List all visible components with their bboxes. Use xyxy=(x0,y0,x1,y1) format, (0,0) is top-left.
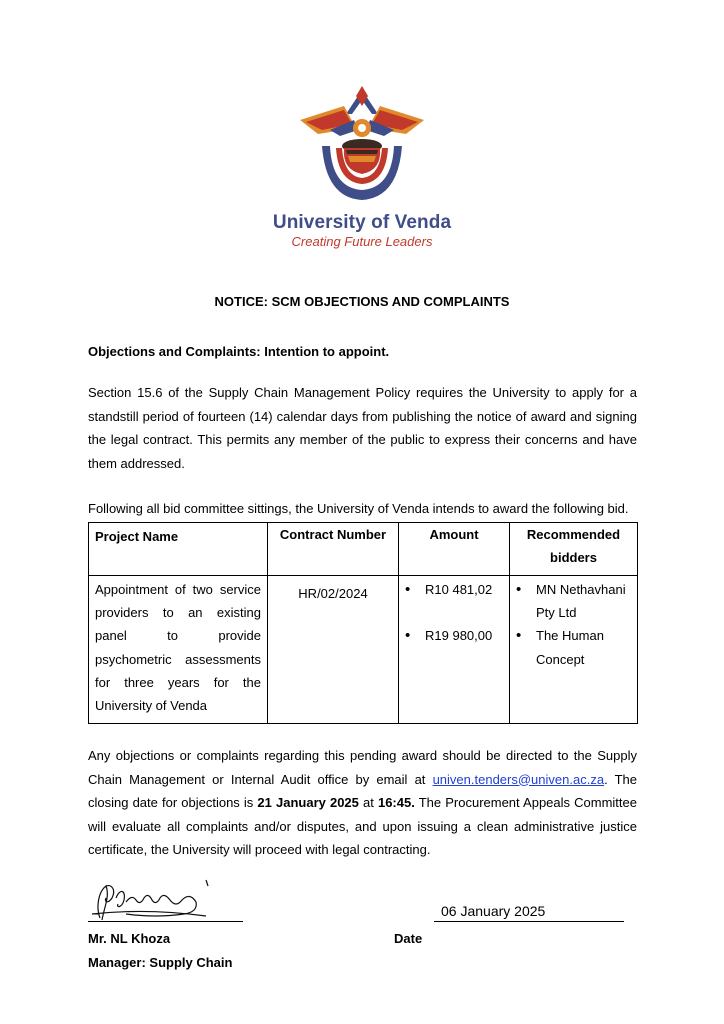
header-amount: Amount xyxy=(399,523,510,576)
header-contract-number: Contract Number xyxy=(268,523,399,576)
notice-title: NOTICE: SCM OBJECTIONS AND COMPLAINTS xyxy=(214,294,510,309)
signatory-role: Manager: Supply Chain xyxy=(88,955,233,970)
project-name-cell: Appointment of two service providers to an existing panel to provide psychometric assessments for three years for the University of Venda xyxy=(89,576,268,724)
date-label: Date xyxy=(394,931,423,946)
university-tagline: Creating Future Leaders xyxy=(291,234,433,249)
objections-paragraph xyxy=(88,744,637,862)
closing-date: 21 January 2025 xyxy=(257,795,359,810)
policy-paragraph: Section 15.6 of the Supply Chain Management Policy requires the University to apply for a standstill period of fourteen (14) calendar days from publishing the notice of award and signing the legal contract. This permits any member of the public to express their concerns and have them addressed. xyxy=(88,385,637,471)
table-header-row xyxy=(89,523,638,576)
closing-text: . The closing date for objections is xyxy=(88,771,637,810)
closing-text: The Procurement Appeals Committee will evaluate all complaints and/or disputes, and upon issuing a clean administrative justice certificate, the University will proceed with legal contracting. xyxy=(88,795,637,857)
bidders-cell xyxy=(510,576,638,724)
award-intent-paragraph: Following all bid committee sittings, the University of Venda intends to award the following bid. xyxy=(88,501,629,516)
bid-table xyxy=(88,522,638,724)
contract-number: HR/02/2024 xyxy=(298,586,368,601)
closing-text: Any objections or complaints regarding this pending award should be directed to the Supply Chain Management or Internal Audit office by email at xyxy=(88,748,637,787)
amount-item: • R19 980,00 xyxy=(405,624,503,647)
closing-time: 16:45. xyxy=(377,795,415,810)
table-row xyxy=(89,576,638,724)
university-name: University of Venda xyxy=(272,212,452,233)
contract-number-cell xyxy=(268,576,399,724)
signature-line xyxy=(88,921,243,922)
signature-date: 06 January 2025 xyxy=(441,903,546,919)
bidder-item: • MN Nethavhani Pty Ltd xyxy=(516,578,631,624)
amount-item: • R10 481,02 xyxy=(405,578,503,601)
university-logo xyxy=(260,84,464,252)
handwritten-signature xyxy=(86,878,244,924)
section-heading: Objections and Complaints: Intention to appoint. xyxy=(88,344,390,359)
header-project-name: Project Name xyxy=(89,523,268,576)
tenders-email-link[interactable]: univen.tenders@univen.ac.za xyxy=(432,771,605,787)
university-crest-icon xyxy=(296,84,428,210)
bidder-item: • The Human Concept xyxy=(516,624,631,670)
closing-text: at xyxy=(358,795,378,810)
amount-cell xyxy=(399,576,510,724)
date-line xyxy=(434,921,624,922)
signatory-name: Mr. NL Khoza xyxy=(88,931,171,946)
header-recommended-bidders: Recommended bidders xyxy=(510,523,638,576)
